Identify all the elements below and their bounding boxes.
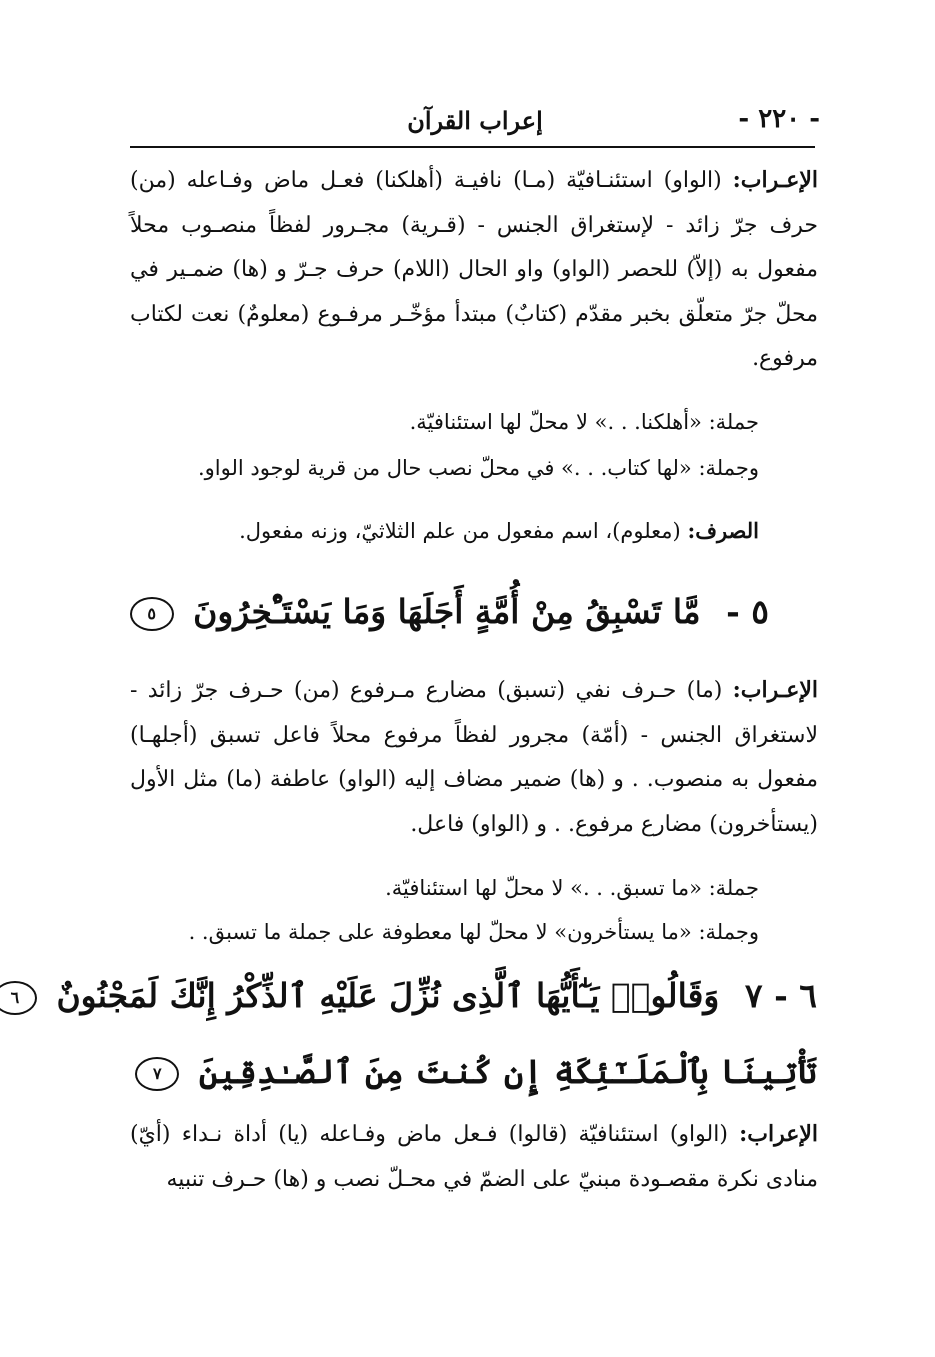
running-title: إعراب القرآن [407,106,543,135]
irab-paragraph-2 [130,668,818,847]
irab-paragraph-3 [130,1112,818,1202]
irab-label: الإعراب: [739,1121,818,1147]
irab-text: (ما) حـرف نفي (تسبق) مضارع مـرفوع (من) حـرف جرّ زائد - لاستغراق الجنس - (أمّة) مجرور لفظاً مرفوع محلاً فاعل تسبق (أجلهـا) مفعول به منصوب. . و (ها) ضمير مضاف إليه (الواو) عاطفة (ما) مثل الأول (يستأخرون) مضارع مرفوع. . و (الواو) فاعل. [130,678,818,837]
verse-text: تَأْتِينَا بِٱلْمَلَـٰٓئِكَةِ إِن كُنتَ مِنَ ٱلصَّـٰدِقِينَ [198,1052,817,1091]
ayah-marker-icon: ٧ [135,1057,179,1091]
page-header [130,104,820,144]
header-rule [130,146,815,148]
sentence-note: وجملة: «ما يستأخرون» لا محلّ لها معطوفة على جملة ما تسبق. . [188,920,759,944]
irab-label: الإعـراب: [732,167,818,193]
sentence-note: وجملة: «لها كتاب. . .» في محلّ نصب حال من قرية لوجود الواو. [197,456,759,480]
quran-verse-5 [122,592,769,631]
sarf-label: الصرف: [687,518,759,543]
verse-text: مَّا تَسْبِقُ مِنْ أُمَّةٍ أَجَلَهَا وَمَا يَسْتَـْٔخِرُونَ [193,592,701,631]
verse-text: وَقَالُوا۟ يَـٰٓأَيُّهَا ٱلَّذِى نُزِّلَ عَلَيْهِ ٱلذِّكْرُ إِنَّكَ لَمَجْنُونٌ [56,976,720,1015]
quran-verse-7 [127,1052,817,1091]
irab-text: (الواو) استئنافيّة (قالوا) فـعل ماض وفـاعله (يا) أداة نـداء (أيّ) منادى نكرة مقصـودة مبنيّ على الضمّ في محـلّ نصب و (ها) حـرف تنبيه [130,1122,818,1192]
page-number: - ٢٢٠ - [738,104,820,134]
sarf-text: (معلوم)، اسم مفعول من علم الثلاثيّ، وزنه مفعول. [239,519,681,543]
sarf-paragraph [239,518,759,543]
ayah-marker-icon: ٦ [0,981,37,1015]
sentence-note: جملة: «ما تسبق. . .» لا محلّ لها استئنافيّة. [385,876,759,900]
sentence-note: جملة: «أهلكنا. . .» لا محلّ لها استئنافيّة. [409,410,759,434]
ayah-marker-icon: ٥ [130,597,174,631]
irab-text: (الواو) استئنـافيّة (مـا) نافيـة (أهلكنا) فعـل ماض وفـاعله (من) حرف جرّ زائد - لإستغراق الجنس - (قـرية) مجـرور لفظاً منصـوب محلاً مفعول به (إلاّ) للحصر (الواو) واو الحال (اللام) حرف جـرّ و (ها) ضمـير في محلّ جرّ متعلّق بخبر مقدّم (كتابٌ) مبتدأ مؤخّـر مرفـوع (معلومٌ) نعت لكتاب مرفوع. [130,168,818,371]
verse-number: ٦ - ٧ [744,976,817,1015]
irab-paragraph-1 [130,158,818,382]
irab-label: الإعـراب: [732,677,818,703]
quran-verse-6 [0,976,817,1015]
verse-number: ٥ - [726,592,769,631]
